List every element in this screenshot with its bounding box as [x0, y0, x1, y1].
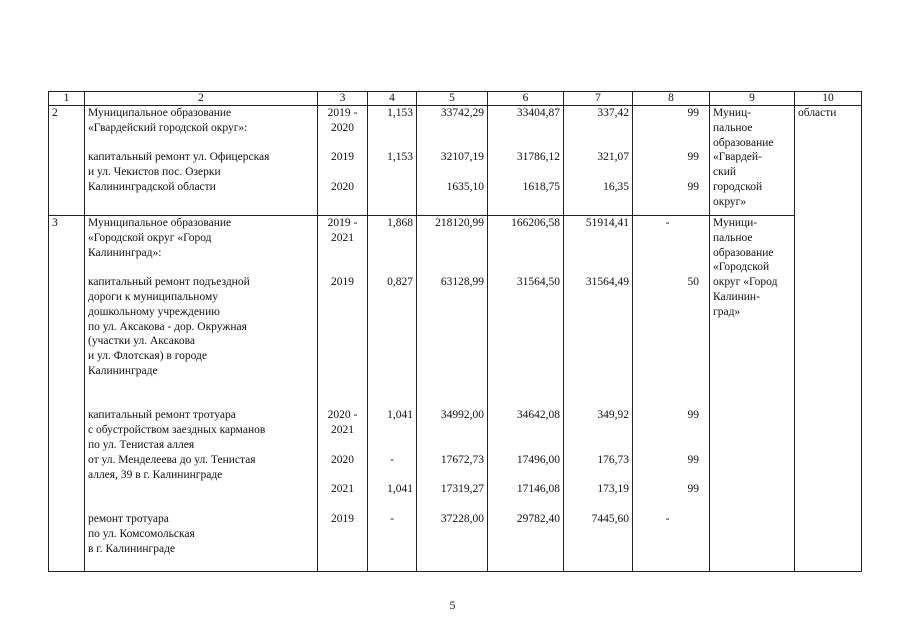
cell-line — [567, 364, 629, 379]
cell-line — [491, 290, 560, 305]
cell-line: 29782,40 — [516, 512, 560, 525]
cell-line: Муниципальное образование — [88, 217, 232, 229]
cell-line — [491, 305, 560, 320]
cell-line — [636, 468, 699, 483]
cell-line — [371, 497, 413, 512]
cell-line — [88, 260, 314, 275]
cell-line — [491, 334, 560, 349]
cell-line — [636, 423, 699, 438]
cell-line — [491, 527, 560, 542]
cell-line — [371, 468, 413, 483]
cell-line — [321, 542, 364, 557]
program-table — [48, 91, 862, 572]
cell-line: «Городской — [713, 261, 770, 274]
cell-line — [420, 246, 484, 261]
cell-line: 2021 — [331, 231, 354, 244]
cell-line: 166206,58 — [511, 217, 560, 229]
header-row — [49, 92, 862, 106]
cell-line: - — [665, 512, 670, 525]
cell-line — [420, 121, 484, 136]
cell-line — [371, 349, 413, 364]
cell-line: 32107,19 — [440, 151, 484, 164]
cell-line: пальное — [713, 121, 753, 134]
table-row-2 — [49, 106, 862, 216]
cell-line — [371, 260, 413, 275]
cell-line — [491, 438, 560, 453]
cell-line — [420, 438, 484, 453]
cell-line — [371, 180, 413, 195]
cell-line — [567, 527, 629, 542]
cell-line: пальное — [713, 231, 753, 244]
cell-line: 2019 - — [327, 217, 358, 229]
cell-line: городской — [713, 180, 763, 193]
cell-line: 1618,75 — [522, 180, 560, 193]
col-header-9: 9 — [710, 92, 795, 106]
cell-line — [321, 290, 364, 305]
cell-line: 1,153 — [387, 151, 413, 164]
cell-line — [636, 364, 699, 379]
cell-line — [420, 320, 484, 335]
cell-line: 31564,50 — [516, 276, 560, 289]
cell-line — [636, 260, 699, 275]
cell-line — [420, 290, 484, 305]
municipality-cell — [710, 216, 795, 572]
cell-line — [371, 246, 413, 261]
cell-line: 17319,27 — [440, 483, 484, 496]
cell-line: 2020 — [331, 121, 354, 134]
cell-line: 218120,99 — [435, 217, 484, 229]
cell-line: 33742,29 — [440, 107, 484, 119]
col-header-2: 2 — [85, 92, 318, 106]
cell-line — [371, 394, 413, 409]
cell-line — [636, 320, 699, 335]
cell-line — [371, 423, 413, 438]
cell-line — [371, 438, 413, 453]
cell-line — [491, 394, 560, 409]
cell-line — [491, 246, 560, 261]
cell-line: 50 — [687, 276, 699, 289]
cell-line: 2021 — [331, 483, 354, 496]
cell-line — [567, 231, 629, 246]
cell-line — [371, 231, 413, 246]
cell-line: дороги к муниципальному — [88, 290, 219, 303]
cell-line: - — [390, 453, 394, 466]
cell-line — [636, 438, 699, 453]
col-header-6: 6 — [488, 92, 564, 106]
col-header-10: 10 — [795, 92, 862, 106]
cell-line — [567, 136, 629, 151]
cell-line — [567, 379, 629, 394]
cell-line — [371, 320, 413, 335]
cell-line: 337,42 — [597, 107, 629, 119]
local-funds-cell — [564, 106, 633, 216]
cell-line: Калининграде — [88, 364, 158, 377]
cell-line — [636, 165, 699, 180]
cell-line: ремонт тротуара — [88, 512, 169, 525]
cell-line: и ул. Флотская) в городе — [88, 350, 208, 363]
cell-line: 31564,49 — [585, 276, 629, 289]
cell-line: области — [798, 107, 837, 119]
cell-line — [321, 364, 364, 379]
cell-line — [321, 379, 364, 394]
cell-line — [420, 379, 484, 394]
cell-line — [88, 136, 314, 151]
cell-line — [636, 136, 699, 151]
cell-line: ский — [713, 166, 736, 179]
cell-line: «Гвардей- — [713, 151, 762, 164]
cell-line — [371, 136, 413, 151]
cell-line: 2020 — [331, 453, 354, 466]
cell-line — [371, 121, 413, 136]
cell-line: 2021 — [331, 424, 354, 437]
cell-line — [371, 527, 413, 542]
cell-line: Калинин- — [713, 290, 760, 303]
cell-line: по ул. Тенистая аллея — [88, 438, 195, 451]
cell-line: Муниц- — [713, 107, 751, 119]
cell-line: 99 — [687, 107, 699, 119]
row-number: 2 — [49, 106, 85, 216]
cell-line — [321, 438, 364, 453]
length-km-cell — [368, 106, 417, 216]
cell-line: по ул. Комсомольская — [88, 527, 195, 540]
percent-cell — [633, 106, 710, 216]
percent-cell — [633, 216, 710, 572]
cell-line — [88, 497, 314, 512]
cell-line: округ» — [713, 195, 747, 208]
cell-line — [371, 379, 413, 394]
cell-line — [491, 497, 560, 512]
cell-line: 2019 — [331, 512, 354, 525]
cell-line: 1,041 — [387, 409, 413, 422]
cell-line — [636, 379, 699, 394]
cell-line — [636, 246, 699, 261]
cell-line — [491, 468, 560, 483]
cell-line — [371, 334, 413, 349]
cell-line: округ «Город — [713, 276, 778, 289]
col-header-8: 8 — [633, 92, 710, 106]
cell-line — [567, 305, 629, 320]
total-cost-cell — [417, 106, 488, 216]
cell-line — [491, 423, 560, 438]
cell-line: от ул. Менделеева до ул. Тенистая — [88, 453, 256, 466]
cell-line — [491, 136, 560, 151]
page-number: 5 — [449, 598, 456, 612]
cell-line — [321, 165, 364, 180]
cell-line — [420, 527, 484, 542]
col-header-4: 4 — [368, 92, 417, 106]
cell-line — [567, 497, 629, 512]
cell-line — [321, 246, 364, 261]
cell-line: 321,07 — [597, 151, 629, 164]
cell-line — [420, 394, 484, 409]
cell-line: в г. Калининграде — [88, 542, 176, 555]
cell-line: 99 — [687, 409, 699, 422]
cell-line — [636, 542, 699, 557]
municipality-cell — [710, 106, 795, 216]
cell-line: 99 — [687, 180, 699, 193]
cell-line: образование — [713, 246, 774, 259]
cell-line: - — [665, 217, 670, 229]
cell-line — [371, 290, 413, 305]
cell-line: 17496,00 — [516, 453, 560, 466]
cell-line — [636, 305, 699, 320]
cell-line: дошкольному учреждению — [88, 305, 220, 318]
cell-line — [567, 121, 629, 136]
cell-line — [636, 527, 699, 542]
cell-line — [491, 542, 560, 557]
cell-line — [491, 379, 560, 394]
cell-line — [88, 482, 314, 497]
cell-line — [321, 334, 364, 349]
cell-line — [567, 290, 629, 305]
cell-line: Муниципальное образование — [88, 107, 232, 119]
cell-line: 1,041 — [387, 483, 413, 496]
cell-line — [420, 468, 484, 483]
federal-funds-cell — [488, 216, 564, 572]
cell-line: 7445,60 — [591, 512, 629, 525]
cell-line — [420, 334, 484, 349]
cell-line — [567, 423, 629, 438]
cell-line — [420, 231, 484, 246]
years-cell — [318, 216, 368, 572]
cell-line — [321, 349, 364, 364]
cell-line: 34992,00 — [440, 409, 484, 422]
cell-line: 2019 — [331, 151, 354, 164]
cell-line: 2020 — [331, 180, 354, 193]
cell-line — [636, 231, 699, 246]
cell-line: 31786,12 — [516, 151, 560, 164]
cell-line: образование — [713, 136, 774, 149]
cell-line — [420, 497, 484, 512]
total-cost-cell — [417, 216, 488, 572]
col-header-3: 3 — [318, 92, 368, 106]
cell-line: Муници- — [713, 217, 758, 229]
cell-line — [88, 394, 314, 409]
cell-line — [567, 394, 629, 409]
cell-line — [371, 364, 413, 379]
cell-line — [371, 165, 413, 180]
cell-line — [321, 320, 364, 335]
cell-line: с обустройством заездных карманов — [88, 424, 266, 437]
col-header-5: 5 — [417, 92, 488, 106]
cell-line: 1,153 — [387, 107, 413, 119]
cell-line: 99 — [687, 453, 699, 466]
cell-line — [321, 468, 364, 483]
cell-line: 176,73 — [597, 453, 629, 466]
cell-line: по ул. Аксакова - дор. Окружная — [88, 320, 247, 333]
cell-line: 99 — [687, 483, 699, 496]
cell-line — [636, 394, 699, 409]
cell-line: «Городской округ «Город — [88, 231, 212, 244]
region-cell — [795, 106, 862, 572]
federal-funds-cell — [488, 106, 564, 216]
cell-line — [636, 121, 699, 136]
cell-line: 17672,73 — [440, 453, 484, 466]
cell-line — [321, 394, 364, 409]
cell-line: 173,19 — [597, 483, 629, 496]
project-description — [85, 106, 318, 216]
cell-line: 1,868 — [387, 217, 413, 229]
length-km-cell — [368, 216, 417, 572]
cell-line — [420, 260, 484, 275]
local-funds-cell — [564, 216, 633, 572]
cell-line — [491, 121, 560, 136]
cell-line — [321, 497, 364, 512]
cell-line: 1635,10 — [446, 180, 484, 193]
cell-line — [420, 165, 484, 180]
cell-line — [491, 320, 560, 335]
cell-line — [636, 334, 699, 349]
cell-line — [491, 364, 560, 379]
cell-line — [567, 334, 629, 349]
cell-line: 99 — [687, 151, 699, 164]
cell-line — [371, 305, 413, 320]
cell-line — [491, 349, 560, 364]
row-number: 3 — [49, 216, 85, 572]
cell-line — [567, 542, 629, 557]
cell-line — [567, 260, 629, 275]
cell-line — [420, 136, 484, 151]
cell-line: 0,827 — [387, 276, 413, 289]
cell-line: 2019 - — [327, 107, 358, 119]
cell-line: 51914,41 — [585, 217, 629, 229]
cell-line: и ул. Чекистов пос. Озерки — [88, 166, 221, 179]
cell-line: 17146,08 — [516, 483, 560, 496]
cell-line — [491, 231, 560, 246]
table-row-3 — [49, 216, 862, 572]
cell-line: 33404,87 — [516, 107, 560, 119]
years-cell — [318, 106, 368, 216]
cell-line — [321, 305, 364, 320]
cell-line — [567, 320, 629, 335]
cell-line — [420, 305, 484, 320]
cell-line — [491, 165, 560, 180]
cell-line: «Гвардейский городской округ»: — [88, 121, 248, 134]
cell-line: (участки ул. Аксакова — [88, 335, 196, 348]
cell-line — [636, 497, 699, 512]
cell-line — [567, 438, 629, 453]
col-header-1: 1 — [49, 92, 85, 106]
cell-line: 2019 — [331, 276, 354, 289]
cell-line — [420, 542, 484, 557]
cell-line: 63128,99 — [440, 276, 484, 289]
cell-line: капитальный ремонт подъездной — [88, 276, 250, 289]
cell-line: 349,92 — [597, 409, 629, 422]
cell-line — [636, 349, 699, 364]
cell-line: капитальный ремонт ул. Офицерская — [88, 151, 270, 164]
cell-line: Калининградской области — [88, 180, 216, 193]
cell-line: Калининград»: — [88, 246, 162, 259]
cell-line: капитальный ремонт тротуара — [88, 409, 236, 422]
cell-line — [321, 527, 364, 542]
cell-line: - — [390, 512, 394, 525]
cell-line — [420, 349, 484, 364]
cell-line — [88, 379, 314, 394]
cell-line: аллея, 39 в г. Калининграде — [88, 468, 223, 481]
project-description — [85, 216, 318, 572]
cell-line — [321, 260, 364, 275]
cell-line: 16,35 — [603, 180, 629, 193]
cell-line — [567, 165, 629, 180]
cell-line — [636, 290, 699, 305]
cell-line: 37228,00 — [440, 512, 484, 525]
cell-line — [567, 349, 629, 364]
cell-line: град» — [713, 305, 741, 318]
cell-line: 2020 - — [327, 409, 358, 422]
col-header-7: 7 — [564, 92, 633, 106]
cell-line — [420, 423, 484, 438]
cell-line — [567, 246, 629, 261]
cell-line — [491, 260, 560, 275]
cell-line — [420, 364, 484, 379]
cell-line — [567, 468, 629, 483]
cell-line — [321, 136, 364, 151]
cell-line — [371, 542, 413, 557]
cell-line: 34642,08 — [516, 409, 560, 422]
